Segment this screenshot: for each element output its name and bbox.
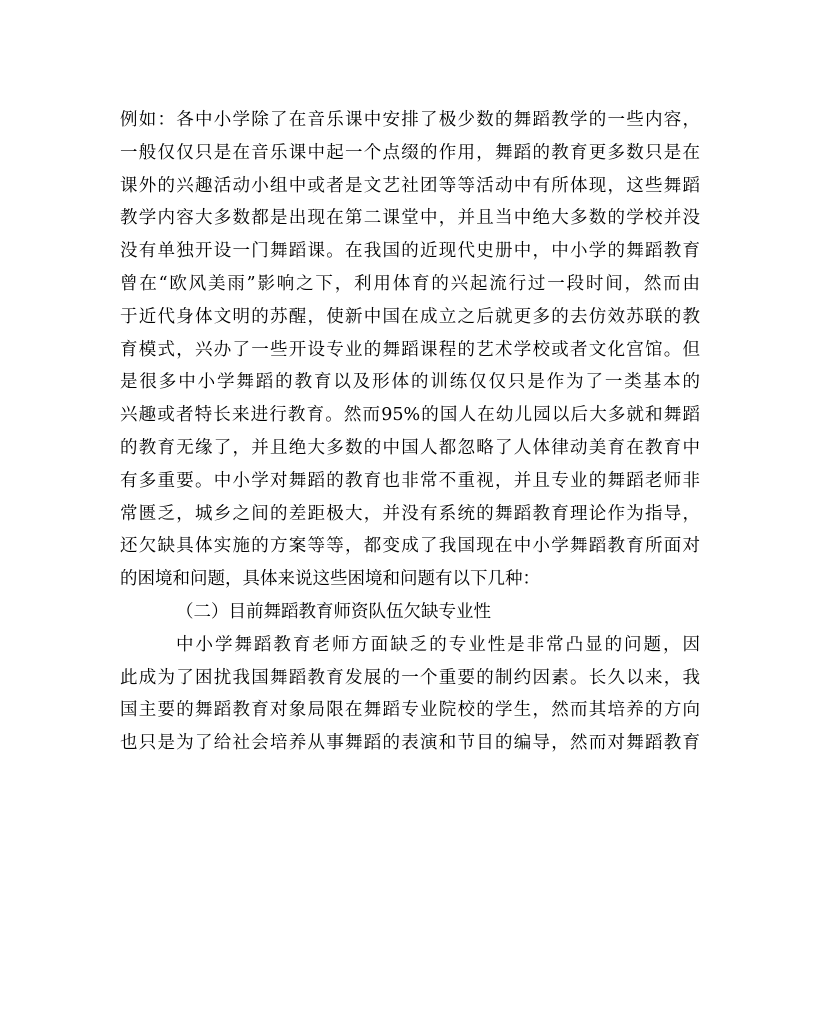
section-heading: （二）目前舞蹈教育师资队伍欠缺专业性 (176, 601, 491, 622)
text-line: 国主要的舞蹈教育对象局限在舞蹈专业院校的学生，然而其培养的方向 (120, 700, 700, 721)
text-line: 曾在“欧风美雨”影响之下，利用体育的兴起流行过一段时间，然而由 (120, 273, 700, 294)
paragraph (120, 629, 700, 760)
text-line: 常匮乏，城乡之间的差距极大，并没有系统的舞蹈教育理论作为指导， (120, 503, 700, 524)
text-line: 教学内容大多数都是出现在第二课堂中，并且当中绝大多数的学校并没 (120, 208, 700, 229)
text-line: 育模式，兴办了一些开设专业的舞蹈课程的艺术学校或者文化宫馆。但 (120, 339, 700, 360)
text-line: 兴趣或者特长来进行教育。然而95%的国人在幼儿园以后大多就和舞蹈 (120, 405, 700, 426)
body-text (120, 104, 700, 760)
text-line: 此成为了困扰我国舞蹈教育发展的一个重要的制约因素。长久以来，我 (120, 667, 700, 688)
text-line: 的困境和问题，具体来说这些困境和问题有以下几种： (120, 569, 540, 590)
text-line: 中小学舞蹈教育老师方面缺乏的专业性是非常凸显的问题，因 (176, 634, 700, 655)
text-line: 是很多中小学舞蹈的教育以及形体的训练仅仅只是作为了一类基本的 (120, 372, 700, 393)
paragraph (120, 104, 700, 596)
text-line: 例如：各中小学除了在音乐课中安排了极少数的舞蹈教学的一些内容， (120, 110, 700, 130)
text-line: 有多重要。中小学对舞蹈的教育也非常不重视，并且专业的舞蹈老师非 (120, 470, 700, 491)
text-line: 一般仅仅只是在音乐课中起一个点缀的作用，舞蹈的教育更多数只是在 (120, 142, 700, 163)
text-line: 的教育无缘了，并且绝大多数的中国人都忽略了人体律动美育在教育中 (120, 437, 700, 458)
text-line: 也只是为了给社会培养从事舞蹈的表演和节目的编导，然而对舞蹈教育 (120, 733, 700, 754)
text-line: 于近代身体文明的苏醒，使新中国在成立之后就更多的去仿效苏联的教 (120, 306, 700, 327)
text-line: 还欠缺具体实施的方案等等，都变成了我国现在中小学舞蹈教育所面对 (120, 536, 700, 557)
text-line: 课外的兴趣活动小组中或者是文艺社团等等活动中有所体现，这些舞蹈 (120, 175, 700, 196)
text-line: 没有单独开设一门舞蹈课。在我国的近现代史册中，中小学的舞蹈教育 (120, 241, 700, 262)
